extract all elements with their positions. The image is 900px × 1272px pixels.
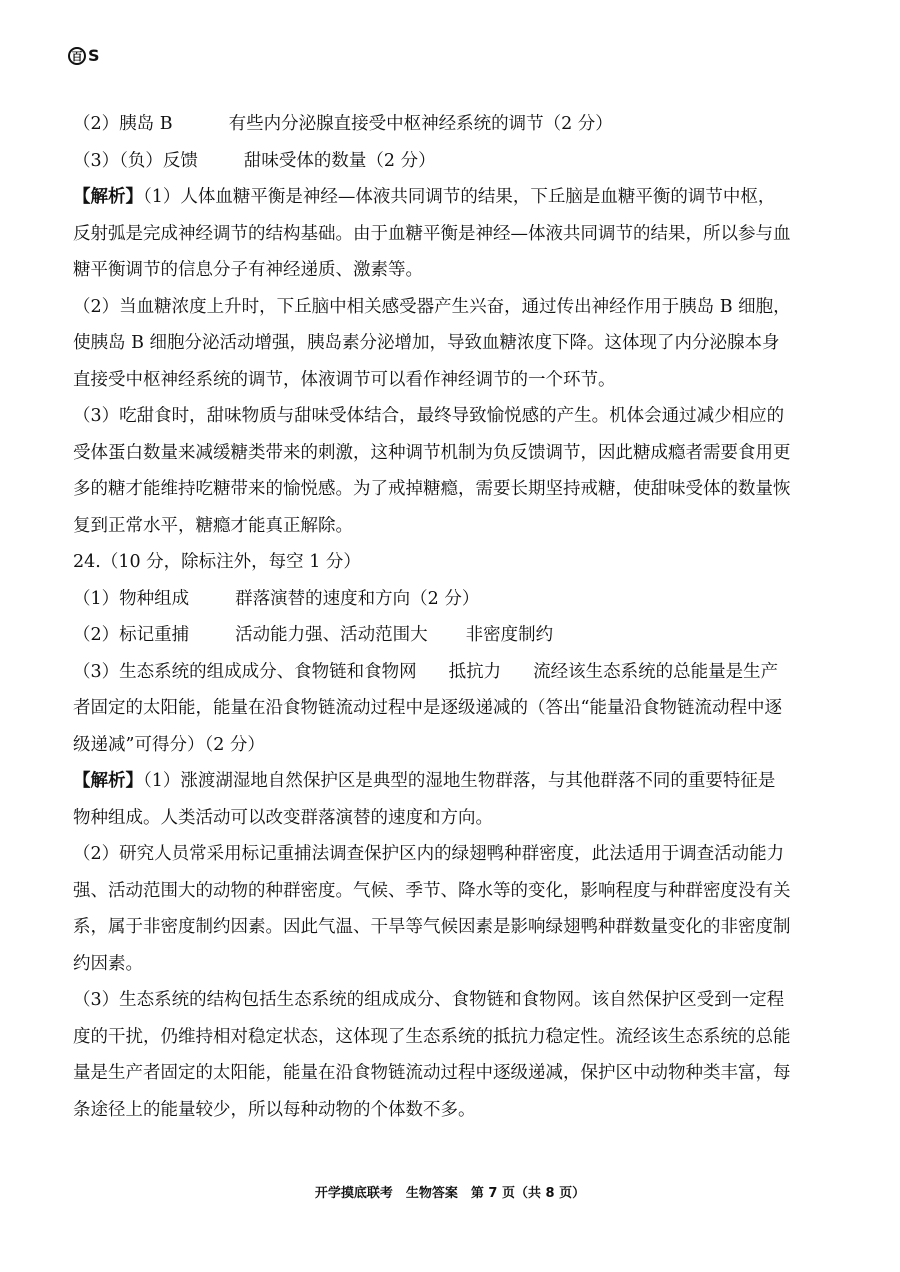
answer-blank: 非密度制约 bbox=[465, 625, 554, 645]
answer-24-3 bbox=[73, 654, 833, 691]
answer-blank: 抵抗力 bbox=[448, 661, 502, 682]
answer-number: （2） bbox=[73, 114, 120, 134]
analysis-line: （2）当血糖浓度上升时，下丘脑中相关感受器产生兴奋，通过传出神经作用于胰岛 B 细胞， bbox=[73, 296, 791, 317]
answer-line: 者固定的太阳能，能量在沿食物链流动过程中是逐级递减的（答出“能量沿食物链流动程中逐 bbox=[73, 698, 782, 718]
answer-number: （1） bbox=[73, 588, 120, 609]
analysis-24-p1-l1 bbox=[73, 763, 833, 800]
analysis-line: 约因素。 bbox=[73, 953, 143, 974]
analysis-line: 受体蛋白数量来减缓糖类带来的刺激，这种调节机制为负反馈调节，因此糖成瘾者需要食用更 bbox=[73, 442, 791, 463]
analysis-line: （2）研究人员常采用标记重捕法调查保护区内的绿翅鸭种群密度，此法适用于调查活动能力 bbox=[73, 844, 785, 864]
answer-number: （2） bbox=[73, 625, 120, 645]
answer-line: 级递减”可得分）（2 分） bbox=[73, 734, 265, 755]
analysis-line: 度的干扰，仍维持相对稳定状态，这体现了生态系统的抵抗力稳定性。流经该生态系统的总能 bbox=[73, 1026, 791, 1047]
analysis-line: （3）吃甜食时，甜味物质与甜味受体结合，最终导致愉悦感的产生。机体会通过减少相应的 bbox=[73, 406, 785, 426]
analysis-line: （1）人体血糖平衡是神经—体液共同调节的结果，下丘脑是血糖平衡的调节中枢， bbox=[143, 187, 776, 207]
analysis-line: 量是生产者固定的太阳能，能量在沿食物链流动过程中逐级递减，保护区中动物种类丰富，每 bbox=[73, 1063, 791, 1083]
analysis-line: 复到正常水平，糖瘾才能真正解除。 bbox=[73, 515, 353, 536]
answer-number: （3） bbox=[73, 150, 120, 171]
analysis-line: 反射弧是完成神经调节的结构基础。由于血糖平衡是神经—体液共同调节的结果，所以参与血 bbox=[73, 223, 791, 244]
answer-content bbox=[73, 106, 833, 1128]
analysis-line: 使胰岛 B 细胞分泌活动增强，胰岛素分泌增加，导致血糖浓度下降。这体现了内分泌腺本身 bbox=[73, 333, 780, 353]
analysis-line: （3）生态系统的结构包括生态系统的组成成分、食物链和食物网。该自然保护区受到一定程 bbox=[73, 990, 785, 1010]
publisher-logo bbox=[68, 46, 100, 65]
analysis-tag: 【解析】 bbox=[73, 771, 143, 791]
answer-24-1 bbox=[73, 581, 833, 618]
logo-letter: S bbox=[88, 46, 100, 65]
answer-number: （3） bbox=[73, 661, 120, 682]
analysis-line: 糖平衡调节的信息分子有神经递质、激素等。 bbox=[73, 260, 423, 280]
analysis-tag: 【解析】 bbox=[73, 187, 143, 207]
answer-blank: 群落演替的速度和方向（2 分） bbox=[235, 588, 480, 609]
analysis-line: 多的糖才能维持吃糖带来的愉悦感。为了戒掉糖瘾，需要长期坚持戒糖，使甜味受体的数量恢 bbox=[73, 479, 791, 499]
logo-circle-char: 百 bbox=[68, 47, 86, 65]
answer-23-2 bbox=[73, 106, 833, 143]
page-footer: 开学摸底联考 生物答案 第 7 页（共 8 页） bbox=[314, 1186, 586, 1201]
answer-blank: 活动能力强、活动范围大 bbox=[235, 625, 428, 645]
answer-blank: 标记重捕 bbox=[119, 625, 190, 645]
answer-blank: 甜味受体的数量（2 分） bbox=[243, 150, 436, 171]
answer-blank: 流经该生态系统的总能量是生产 bbox=[533, 661, 779, 682]
analysis-line: 系，属于非密度制约因素。因此气温、干旱等气候因素是影响绿翅鸭种群数量变化的非密度制 bbox=[73, 917, 791, 937]
analysis-line: （1）涨渡湖湿地自然保护区是典型的湿地生物群落，与其他群落不同的重要特征是 bbox=[143, 771, 776, 791]
analysis-line: 物种组成。人类活动可以改变群落演替的速度和方向。 bbox=[73, 807, 493, 828]
answer-24-2 bbox=[73, 617, 833, 654]
answer-23-3 bbox=[73, 143, 833, 180]
answer-blank: 物种组成 bbox=[119, 588, 190, 609]
analysis-line: 强、活动范围大的动物的种群密度。气候、季节、降水等的变化，影响程度与种群密度没有关 bbox=[73, 880, 791, 901]
answer-blank: （负）反馈 bbox=[119, 150, 198, 171]
answer-blank: 生态系统的组成成分、食物链和食物网 bbox=[119, 661, 417, 682]
analysis-line: 直接受中枢神经系统的调节，体液调节可以看作神经调节的一个环节。 bbox=[73, 369, 616, 390]
answer-blank: 胰岛 B bbox=[119, 114, 173, 134]
answer-blank: 有些内分泌腺直接受中枢神经系统的调节（2 分） bbox=[228, 114, 613, 134]
question-24-header: 24.（10 分，除标注外，每空 1 分） bbox=[73, 552, 361, 572]
analysis-23-p1-l1 bbox=[73, 179, 833, 216]
analysis-line: 条途径上的能量较少，所以每种动物的个体数不多。 bbox=[73, 1099, 476, 1120]
